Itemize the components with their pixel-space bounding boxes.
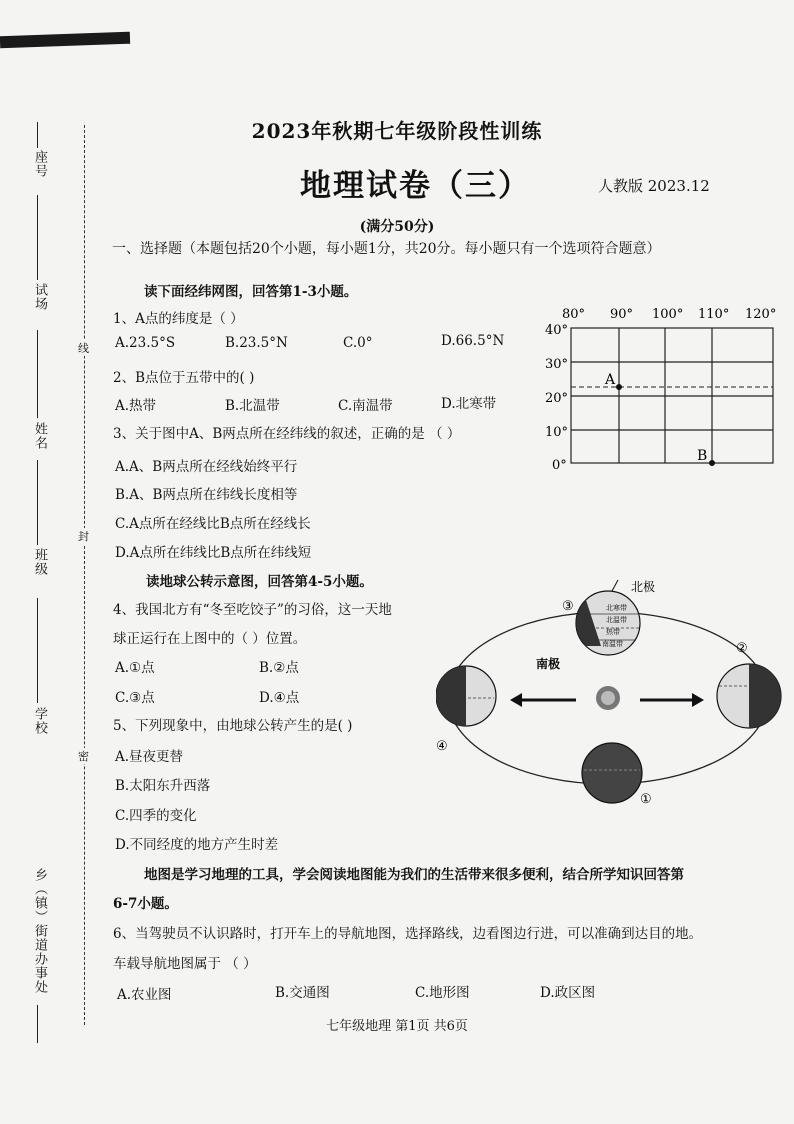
q3-option-c: C.A点所在经线比B点所在经线长 [115, 516, 311, 532]
earth-position-3 [576, 591, 640, 655]
q4-option-a: A.①点 [115, 660, 155, 676]
lon-label: 100° [652, 307, 684, 322]
exam-title: 2023年秋期七年级阶段性训练 [251, 119, 543, 143]
q5-stem: 5、下列现象中，由地球公转产生的是( ) [113, 718, 353, 734]
lon-label: 120° [745, 307, 777, 322]
lat-label: 30° [545, 357, 569, 372]
q5-option-c: C.四季的变化 [115, 808, 197, 824]
earth-position-4 [436, 666, 496, 726]
zone-label: 北温带 [606, 616, 627, 624]
q3-option-d: D.A点所在纬线比B点所在纬线短 [115, 545, 312, 561]
lat-label: 40° [545, 323, 569, 338]
q5-option-b: B.太阳东升西落 [115, 778, 211, 794]
earth-position-2 [717, 664, 781, 728]
page-footer: 七年级地理 第1页 共6页 [326, 1019, 468, 1034]
south-pole-label: 南极 [536, 657, 561, 671]
q1-option-c: C.0° [343, 335, 373, 351]
point-a-label: A [605, 372, 616, 388]
seal-char-line: 线 [78, 342, 89, 355]
marker-1: ① [640, 792, 652, 807]
earth-position-1 [582, 743, 642, 803]
exam-room-blank [37, 195, 38, 280]
marker-4: ④ [436, 739, 448, 754]
q1-stem: 1、A点的纬度是（ ） [113, 311, 244, 327]
q6-option-c: C.地形图 [415, 985, 470, 1001]
seal-char-secret: 密 [78, 750, 89, 763]
q2-option-a: A.热带 [115, 398, 157, 414]
seal-line [84, 125, 85, 1025]
scan-top-edge [0, 28, 794, 48]
zone-label: 南温带 [602, 640, 623, 648]
lat-label: 0° [552, 458, 567, 473]
earth-orbit-diagram [436, 578, 790, 820]
seal-char-seal: 封 [78, 530, 89, 543]
point-a-marker [616, 384, 622, 390]
edition-label: 人教版 2023.12 [598, 177, 710, 195]
q2-option-d: D.北寒带 [441, 396, 497, 412]
paper-title: 地理试卷（三） [300, 168, 531, 204]
q3-option-a: A.A、B两点所在经线始终平行 [115, 459, 298, 475]
q2-option-c: C.南温带 [338, 398, 393, 414]
lon-label: 110° [698, 307, 730, 322]
seat-label: 座号 [32, 150, 47, 178]
q4-stem-line1: 4、我国北方有“冬至吃饺子”的习俗，这一天地 [113, 602, 392, 618]
q3-option-b: B.A、B两点所在纬线长度相等 [115, 487, 298, 503]
q2-stem: 2、B点位于五带中的( ) [113, 370, 255, 386]
q1-option-a: A.23.5°S [115, 335, 176, 351]
lon-label: 80° [562, 307, 586, 322]
lon-label: 90° [610, 307, 634, 322]
q5-option-d: D.不同经度的地方产生时差 [115, 837, 279, 853]
q6-option-d: D.政区图 [540, 985, 596, 1001]
name-label: 姓名 [32, 422, 47, 450]
school-blank [37, 598, 38, 703]
zone-label: 热带 [606, 628, 620, 636]
name-blank [37, 330, 38, 418]
intro-6-7-line2: 6-7小题。 [113, 896, 178, 912]
school-label: 学校 [32, 707, 47, 735]
q1-option-b: B.23.5°N [225, 335, 288, 351]
intro-1-3: 读下面经纬网图，回答第1-3小题。 [144, 284, 358, 300]
q4-option-b: B.②点 [259, 660, 299, 676]
q3-stem: 3、关于图中A、B两点所在经纬线的叙述，正确的是 （ ） [113, 426, 461, 442]
point-b-label: B [697, 448, 708, 464]
marker-3: ③ [562, 599, 574, 614]
intro-6-7-line1: 地图是学习地理的工具，学会阅读地图能为我们的生活带来很多便利，结合所学知识回答第 [144, 867, 684, 883]
zone-label: 北寒带 [606, 604, 627, 612]
intro-4-5: 读地球公转示意图，回答第4-5小题。 [146, 574, 373, 590]
q2-option-b: B.北温带 [225, 398, 280, 414]
q5-option-a: A.昼夜更替 [115, 749, 184, 765]
class-label: 班级 [32, 548, 47, 576]
exam-room-label: 试场 [32, 283, 47, 311]
lat-lon-grid-map [540, 300, 790, 480]
township-label: 乡（镇）街道办事处 [32, 868, 47, 994]
q4-stem-line2: 球正运行在上图中的（ ）位置。 [113, 631, 307, 647]
q6-stem-line1: 6、当驾驶员不认识路时，打开车上的导航地图，选择路线，边看图边行进，可以准确到达目的地。 [113, 926, 703, 942]
q6-option-b: B.交通图 [275, 985, 330, 1001]
q6-option-a: A.农业图 [117, 987, 172, 1003]
q6-stem-line2: 车载导航地图属于 （ ） [113, 956, 257, 972]
q1-option-d: D.66.5°N [441, 333, 505, 349]
section-heading: 一、选择题（本题包括20个小题，每小题1分，共20分。每小题只有一个选项符合题意） [112, 241, 661, 257]
lat-label: 20° [545, 391, 569, 406]
full-score: (满分50分) [359, 219, 435, 235]
marker-2: ② [736, 641, 748, 656]
class-blank [37, 460, 38, 545]
point-b-marker [709, 460, 715, 466]
q4-option-c: C.③点 [115, 690, 155, 706]
north-pole-label: 北极 [631, 580, 656, 594]
q4-option-d: D.④点 [259, 690, 300, 706]
lat-label: 10° [545, 425, 569, 440]
